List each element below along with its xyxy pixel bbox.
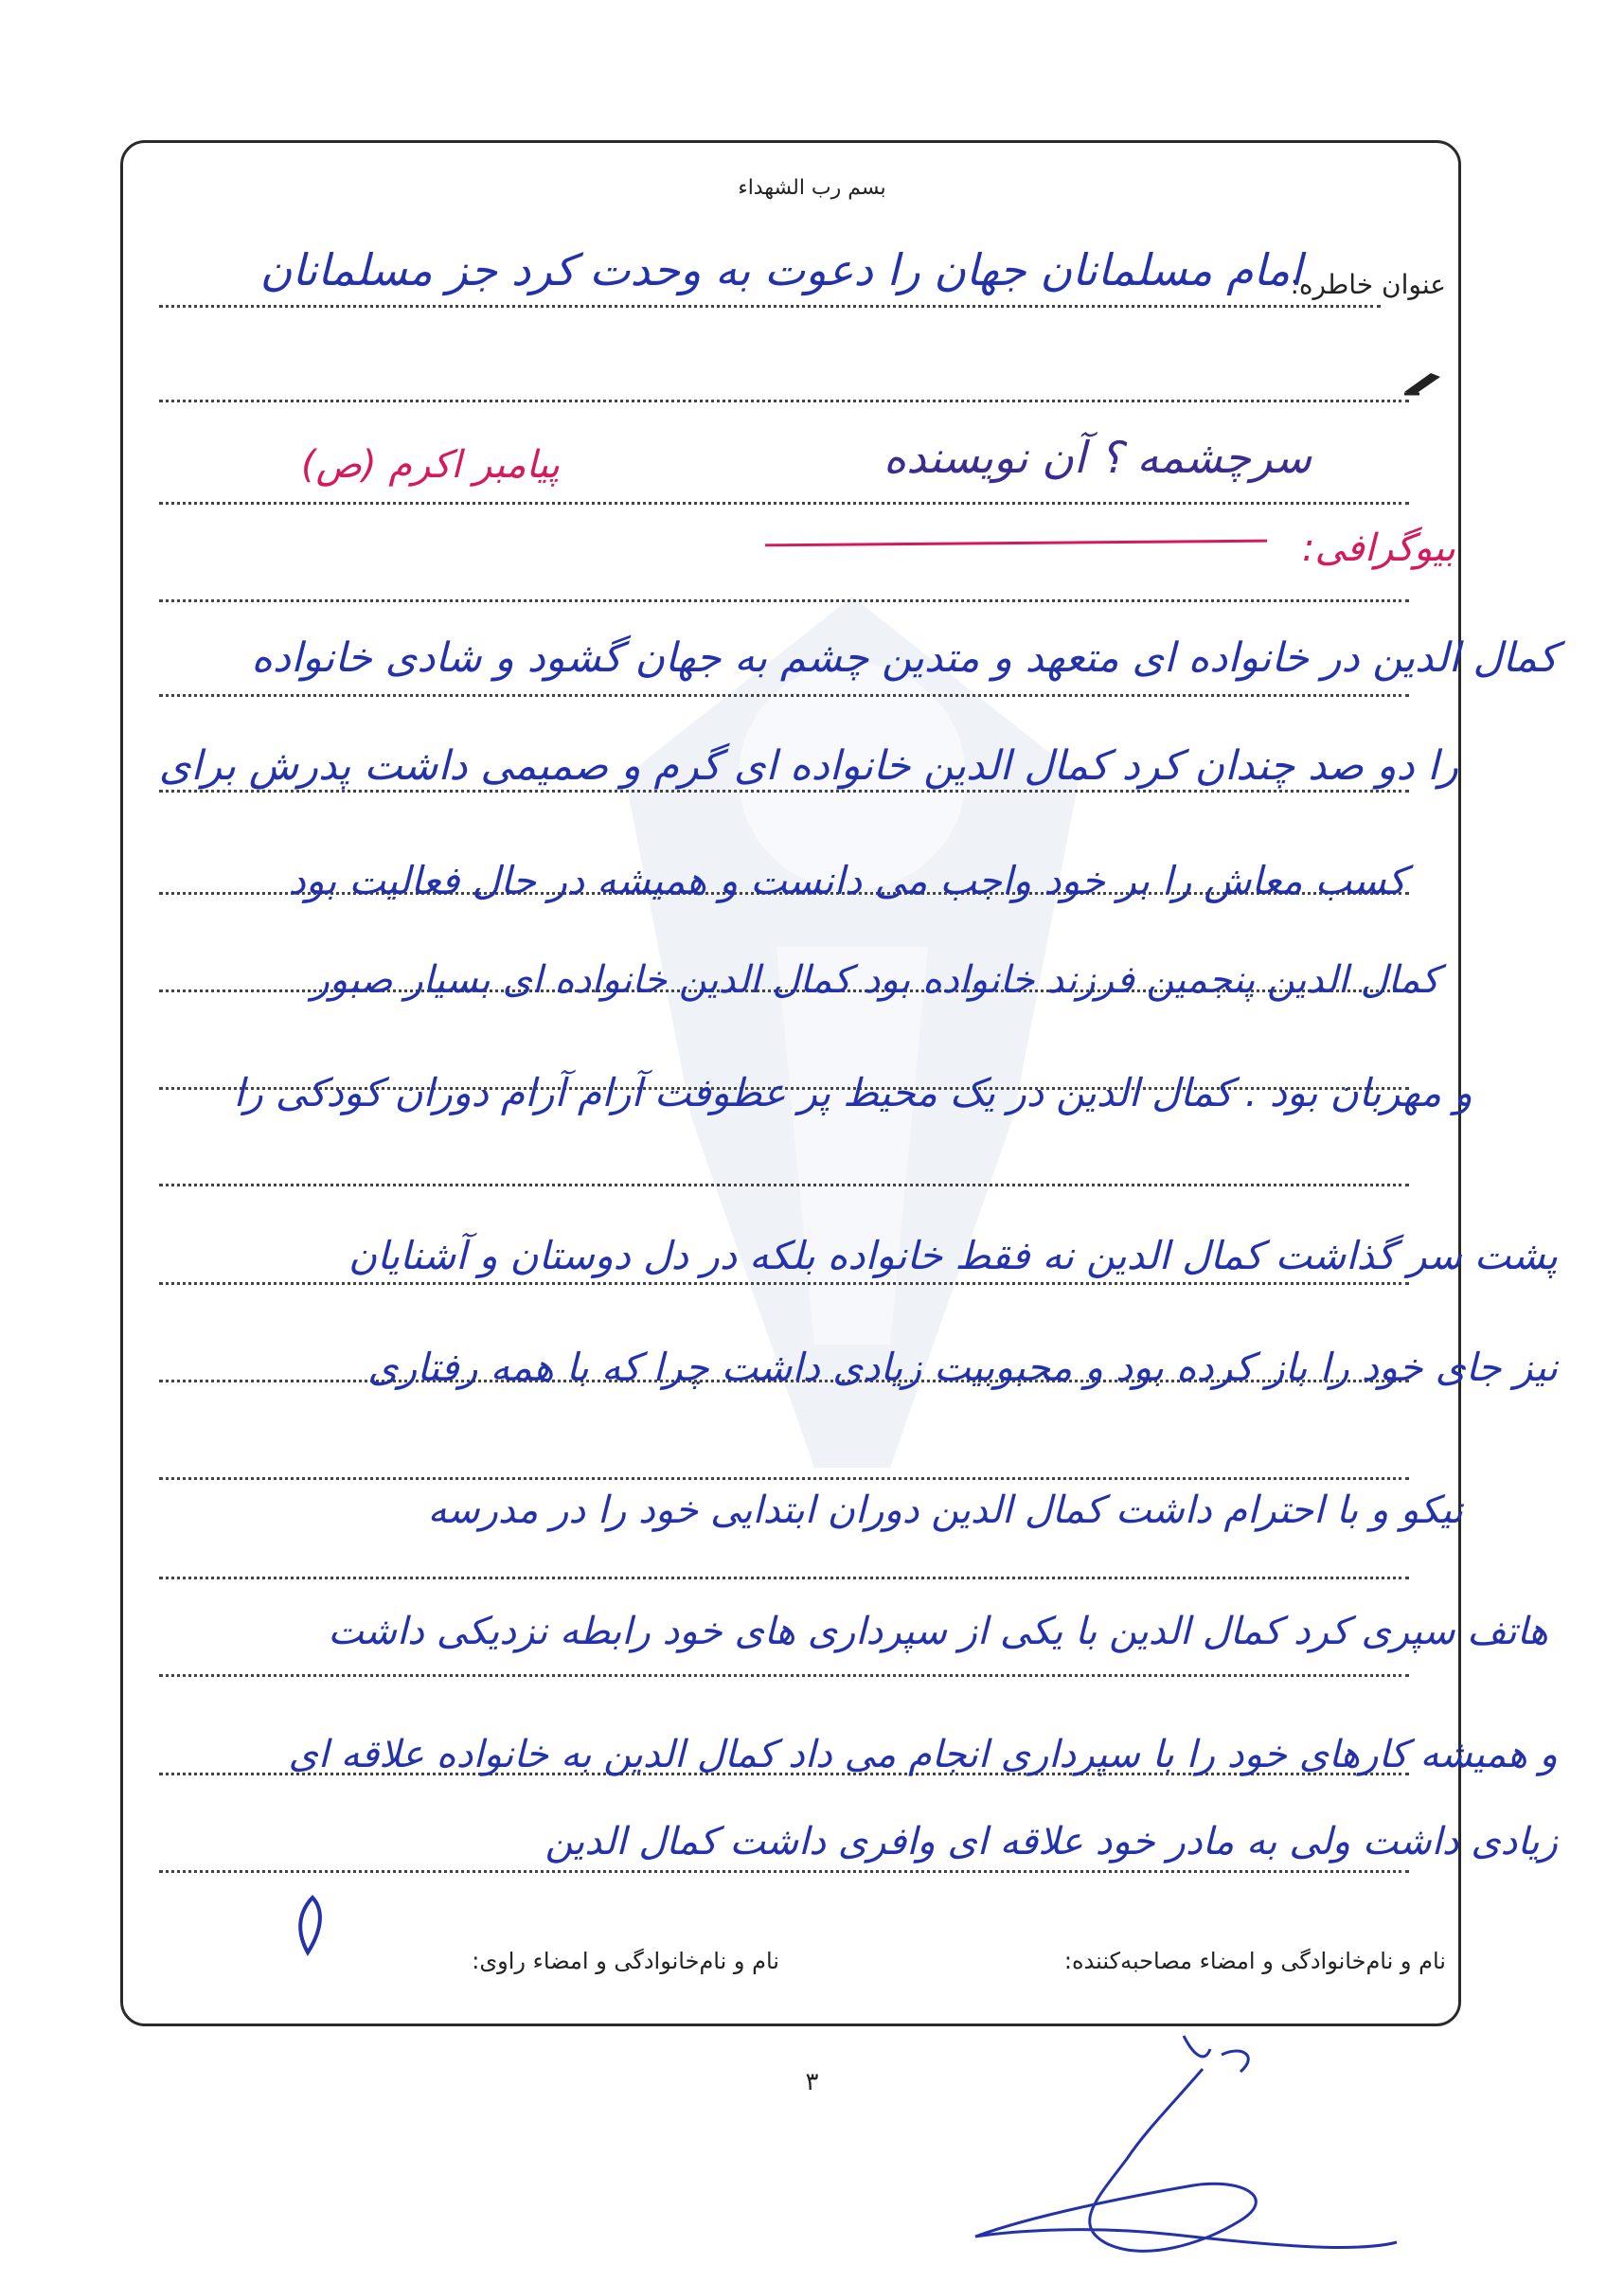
- body-line: و همیشه کارهای خود را با سپرداری انجام می داد کمال الدین به خانواده علاقه ای: [288, 1733, 1558, 1776]
- dotted-line: [159, 1282, 1409, 1285]
- dotted-line: [159, 1184, 1409, 1186]
- body-line: و مهربان بود . کمال الدین در یک محیط پر عطوفت آرام آرام دوران کودکی را: [233, 1070, 1472, 1115]
- memory-title-handwritten: امام مسلمانان جهان را دعوت به وحدت کرد جز مسلمانان: [259, 244, 1302, 295]
- dotted-line: [159, 1577, 1409, 1579]
- page-number: ۳: [805, 2068, 819, 2096]
- dotted-line: [159, 1477, 1409, 1480]
- page-heading: بسم رب الشهداء: [738, 176, 886, 200]
- emblem-watermark: [606, 587, 1098, 1477]
- subtitle-purple-handwritten: سرچشمه ؟ آن نویسنده: [883, 432, 1312, 483]
- body-line: کمال الدین در خانواده ای متعهد و متدین چشم به جهان گشود و شادی خانواده: [251, 634, 1558, 682]
- body-line: کمال الدین پنجمین فرزند خانواده بود کمال الدین خانواده ای بسیار صبور: [311, 958, 1439, 1002]
- subtitle-red-handwritten: پیامبر اکرم (ص): [301, 443, 560, 487]
- dotted-line: [159, 790, 1409, 793]
- interviewer-signature-label: نام و نام‌خانوادگی و امضاء مصاحبه‌کننده:: [1063, 1948, 1446, 1974]
- dotted-line: [159, 694, 1409, 697]
- body-line: نیز جای خود را باز کرده بود و محبوبیت زیادی داشت چرا که با همه رفتاری: [367, 1345, 1558, 1390]
- dotted-line: [159, 502, 1409, 505]
- body-line: پشت سر گذاشت کمال الدین نه فقط خانواده بلکه در دل دوستان و آشنایان: [348, 1233, 1558, 1278]
- dotted-line: [159, 305, 1381, 308]
- dotted-line: [159, 1870, 1409, 1873]
- dotted-line: [159, 599, 1409, 602]
- memory-title-label: عنوان خاطره:: [1290, 269, 1446, 300]
- dotted-line: [159, 400, 1409, 402]
- margin-check-mark: [289, 1894, 336, 1960]
- body-line: نیکو و با احترام داشت کمال الدین دوران ابتدایی خود را در مدرسه: [427, 1489, 1463, 1532]
- body-line: زیادی داشت ولی به مادر خود علاقه ای وافری داشت کمال الدین: [544, 1820, 1558, 1863]
- pen-writing-icon: [1402, 367, 1444, 396]
- signature-scribble: [956, 2017, 1401, 2273]
- section-heading-biography: بیوگرافی:: [1301, 526, 1455, 570]
- body-line: هاتف سپری کرد کمال الدین با یکی از سپرداری های خود رابطه نزدیکی داشت: [328, 1610, 1548, 1653]
- narrator-signature-label: نام و نام‌خانوادگی و امضاء راوی:: [472, 1948, 779, 1974]
- body-line: کسب معاش را بر خود واجب می دانست و همیشه در حال فعالیت بود: [288, 858, 1406, 903]
- dotted-line: [159, 1674, 1409, 1677]
- body-line: را دو صد چندان کرد کمال الدین خانواده ای گرم و صمیمی داشت پدرش برای: [158, 742, 1458, 790]
